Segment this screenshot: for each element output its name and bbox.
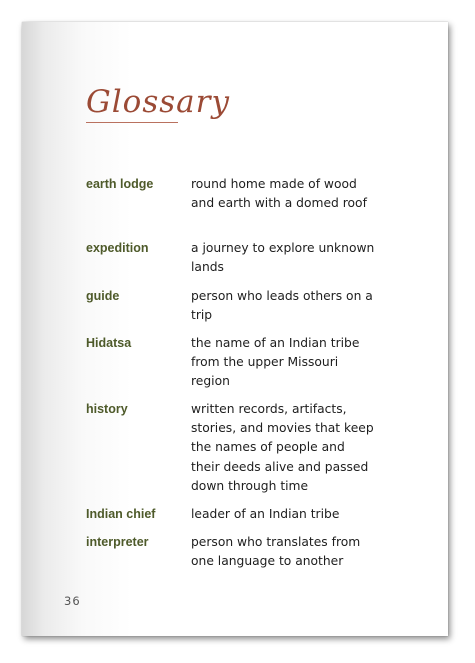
page-number: 36: [64, 594, 81, 608]
glossary-term: guide: [86, 289, 120, 303]
glossary-term: earth lodge: [86, 177, 154, 191]
glossary-term: Indian chief: [86, 507, 156, 521]
glossary-term: expedition: [86, 241, 149, 255]
glossary-definition: person who leads others on a trip: [191, 289, 373, 323]
glossary-definition: leader of an Indian tribe: [191, 507, 340, 521]
glossary-term: interpreter: [86, 535, 149, 549]
glossary-definition: round home made of wood and earth with a domed roof: [191, 177, 367, 211]
glossary-definition: a journey to explore unknown lands: [191, 241, 375, 275]
page-title: Glossary: [86, 84, 230, 120]
glossary-term: Hidatsa: [86, 336, 132, 350]
glossary-definition: the name of an Indian tribe from the upper Missouri region: [191, 336, 360, 389]
glossary-definition: person who translates from one language to another: [191, 535, 361, 569]
glossary-definition: written records, artifacts, stories, and movies that keep the names of people and their deeds alive and passed down through time: [191, 402, 374, 493]
glossary-term: history: [86, 402, 128, 416]
